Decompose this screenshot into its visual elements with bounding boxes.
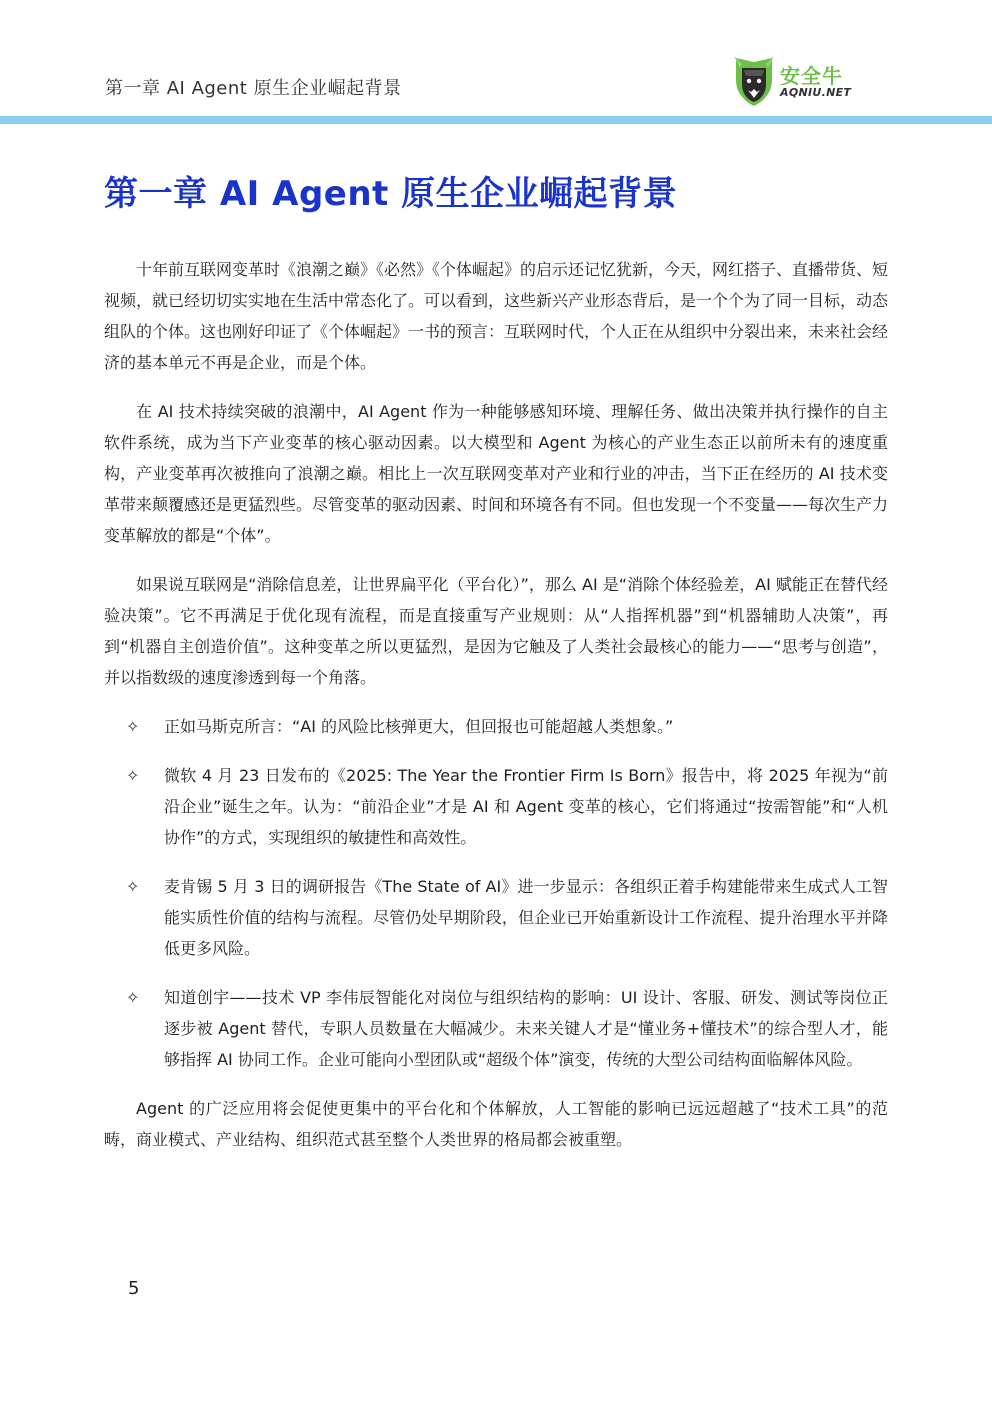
- paragraph-2: 在 AI 技术持续突破的浪潮中，AI Agent 作为一种能够感知环境、理解任务、做出决策并执行操作的自主软件系统，成为当下产业变革的核心驱动因素。以大模型和 Agent 为核心的产业生态正以前所未有的速度重构，产业变革再次被推向了浪潮之巅。相比上一次互联网变革对产业和行业的冲击，当下正在经历的 AI 技术变革带来颠覆感还是更猛烈些。尽管变革的驱动因素、时间和环境各有不同。但也发现一个不变量——每次生产力变革解放的都是“个体”。: [104, 402, 889, 545]
- quote-list: [104, 711, 888, 1075]
- paragraph-1: 十年前互联网变革时《浪潮之巅》《必然》《个体崛起》的启示还记忆犹新，今天，网红搭子、直播带货、短视频，就已经切切实实地在生活中常态化了。可以看到，这些新兴产业形态背后，是一个个为了同一目标，动态组队的个体。这也刚好印证了《个体崛起》一书的预言：互联网时代，个人正在从组织中分裂出来，未来社会经济的基本单元不再是企业，而是个体。: [104, 260, 889, 372]
- diamond-star-bullet-icon: ✧: [126, 877, 140, 896]
- closing-paragraph: Agent 的广泛应用将会促使更集中的平台化和个体解放，人工智能的影响已远远超越了“技术工具”的范畴，商业模式、产业结构、组织范式甚至整个人类世界的格局都会被重塑。: [104, 1099, 888, 1149]
- chapter-title: 第一章 AI Agent 原生企业崛起背景: [104, 174, 678, 214]
- running-header-title: 第一章 AI Agent 原生企业崛起背景: [105, 78, 402, 99]
- body-text: [104, 254, 888, 1173]
- header-divider-bar: [0, 116, 992, 124]
- list-item: [104, 711, 888, 742]
- list-item-text: 知道创宇——技术 VP 李伟辰智能化对岗位与组织结构的影响：UI 设计、客服、研发、测试等岗位正逐步被 Agent 替代，专职人员数量在大幅减少。未来关键人才是“懂业务+懂技术”的综合型人才，能够指挥 AI 协同工作。企业可能向小型团队或“超级个体”演变，传统的大型公司结构面临解体风险。: [164, 988, 888, 1069]
- paragraph-3: 如果说互联网是“消除信息差，让世界扁平化（平台化）”，那么 AI 是“消除个体经验差，AI 赋能正在替代经验决策”。它不再满足于优化现有流程，而是直接重写产业规则：从“人指挥机器”到“机器辅助人决策”，再到“机器自主创造价值”。这种变革之所以更猛烈，是因为它触及了人类社会最核心的能力——“思考与创造”，并以指数级的速度渗透到每一个角落。: [104, 575, 888, 687]
- logo: [732, 54, 882, 108]
- diamond-star-bullet-icon: ✧: [126, 766, 140, 785]
- diamond-star-bullet-icon: ✧: [126, 988, 140, 1007]
- logo-name-en: AQNIU.NET: [780, 86, 852, 99]
- page-number: 5: [128, 1278, 140, 1299]
- diamond-star-bullet-icon: ✧: [126, 717, 140, 736]
- bull-shield-icon: [732, 54, 776, 108]
- list-item: [104, 871, 888, 964]
- logo-name-cn: 安全牛: [780, 64, 843, 88]
- list-item: [104, 760, 888, 853]
- list-item-text: 麦肯锡 5 月 3 日的调研报告《The State of AI》进一步显示：各组织正着手构建能带来生成式人工智能实质性价值的结构与流程。尽管仍处早期阶段，但企业已开始重新设计工作流程、提升治理水平并降低更多风险。: [164, 877, 888, 958]
- list-item: [104, 982, 888, 1075]
- list-item-text: 正如马斯克所言：“AI 的风险比核弹更大，但回报也可能超越人类想象。”: [164, 717, 674, 736]
- list-item-text: 微软 4 月 23 日发布的《2025: The Year the Frontier Firm Is Born》报告中，将 2025 年视为“前沿企业”诞生之年。认为：“前沿企业”才是 AI 和 Agent 变革的核心，它们将通过“按需智能”和“人机协作”的方式，实现组织的敏捷性和高效性。: [164, 766, 888, 847]
